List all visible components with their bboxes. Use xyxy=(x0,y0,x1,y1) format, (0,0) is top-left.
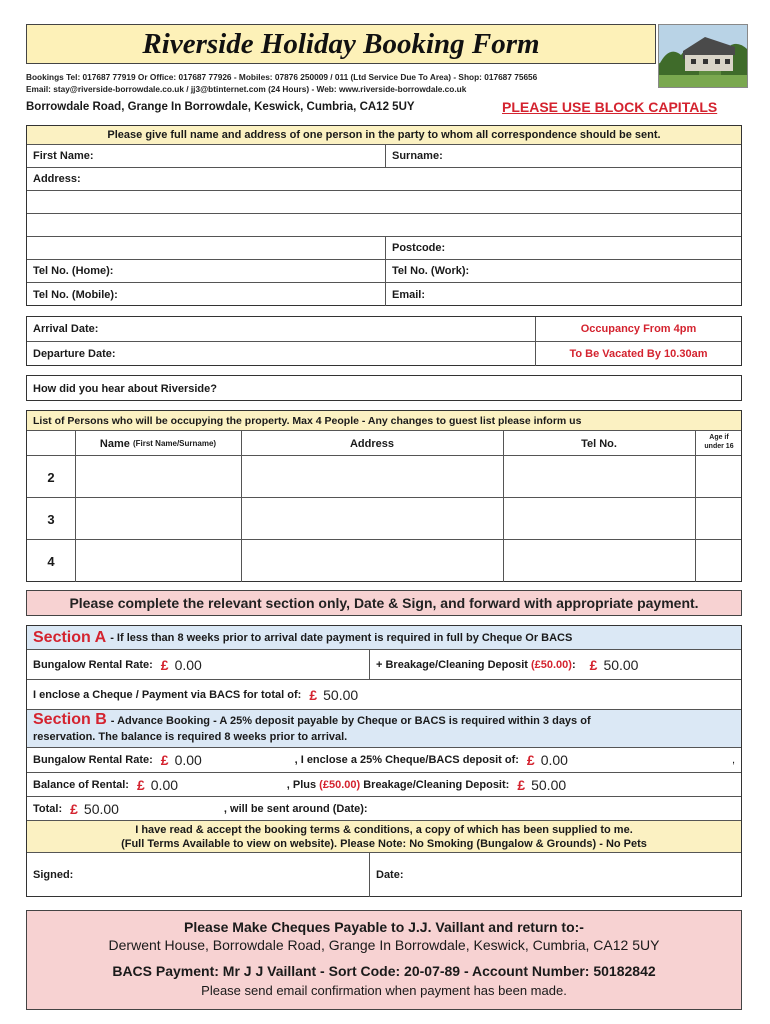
col-age-header: Age if under 16 xyxy=(704,434,734,450)
persons-table xyxy=(26,410,742,582)
payment-instructions xyxy=(26,910,742,1010)
section-a-deposit-cell: + Breakage/Cleaning Deposit (£50.00) : £ 50.00 xyxy=(369,650,638,679)
address-line-3[interactable] xyxy=(27,214,741,237)
form-title-box xyxy=(26,24,656,64)
section-a-rental-row: Bungalow Rental Rate: £ 0.00 + Breakage/Cleaning Deposit (£50.00) : £ 50.00 xyxy=(27,650,741,680)
contact-phones: Bookings Tel: 017687 77919 Or Office: 017687 77926 - Mobiles: 07876 250009 / 011 (Ltd Service Due To Area) - Shop: 017687 75656 xyxy=(26,72,538,82)
tel-home-field[interactable]: Tel No. (Home): Tel No. (Work): xyxy=(27,260,741,283)
block-capitals-notice: PLEASE USE BLOCK CAPITALS xyxy=(502,99,718,115)
section-b-rental-row: Bungalow Rental Rate: £ 0.00 , I enclose a 25% Cheque/BACS deposit of: £ 0.00 , xyxy=(27,748,741,773)
col-tel-header: Tel No. xyxy=(581,437,617,450)
return-address-line: Derwent House, Borrowdale Road, Grange In Borrowdale, Keswick, Cumbria, CA12 5UY xyxy=(108,937,660,953)
person-row[interactable] xyxy=(27,498,741,540)
bacs-details-line: BACS Payment: Mr J J Vaillant - Sort Code: 20-07-89 - Account Number: 50182842 xyxy=(112,963,656,979)
section-b-rental-value[interactable]: 0.00 xyxy=(174,752,202,768)
signed-field[interactable]: Signed: Date: xyxy=(27,853,741,897)
person-number: 4 xyxy=(47,553,55,569)
address-field[interactable]: Address: xyxy=(27,168,741,191)
vacated-note: To Be Vacated By 10.30am xyxy=(535,342,741,366)
address-line-4[interactable] xyxy=(27,237,741,260)
arrival-date-field[interactable]: Arrival Date: Occupancy From 4pm xyxy=(27,317,741,342)
business-address: Borrowdale Road, Grange In Borrowdale, Keswick, Cumbria, CA12 5UY xyxy=(26,101,415,113)
section-b-enclose-value[interactable]: 0.00 xyxy=(540,752,568,768)
section-b-total-value[interactable]: 50.00 xyxy=(83,800,119,817)
hear-about-field[interactable]: How did you hear about Riverside? xyxy=(33,382,217,395)
section-a-enclose-value[interactable]: 50.00 xyxy=(323,686,359,703)
section-b-heading: Section B - Advance Booking - A 25% deposit payable by Cheque or BACS is required within 3 days of reservation. The balance is required 8 weeks prior to arrival. xyxy=(27,710,741,748)
section-a-deposit-value[interactable]: 50.00 xyxy=(603,656,639,673)
party-instruction: Please give full name and address of one person in the party to whom all correspondence should be sent. xyxy=(27,126,741,145)
tel-work-field[interactable]: Tel No. (Work): xyxy=(385,260,469,282)
section-b-balance-row: Balance of Rental: £ 0.00 , Plus (£50.00) Breakage/Cleaning Deposit: £ 50.00 xyxy=(27,773,741,797)
person-number: 3 xyxy=(47,511,55,527)
email-field[interactable]: Email: xyxy=(385,283,425,306)
tel-mobile-field[interactable]: Tel No. (Mobile): Email: xyxy=(27,283,741,306)
person-row[interactable] xyxy=(27,540,741,582)
departure-date-field[interactable]: Departure Date: To Be Vacated By 10.30am xyxy=(27,342,741,366)
cheque-payable-line: Please Make Cheques Payable to J.J. Vaillant and return to:- xyxy=(184,919,584,935)
section-b-total-row: Total: £ 50.00 , will be sent around (Date): xyxy=(27,797,741,821)
col-address-header: Address xyxy=(349,437,395,450)
col-name-header: Name (First Name/Surname) xyxy=(99,437,217,450)
address-line-2[interactable] xyxy=(27,191,741,214)
first-name-field[interactable]: First Name: Surname: xyxy=(27,145,741,168)
dates-table xyxy=(26,316,742,366)
surname-field[interactable]: Surname: xyxy=(385,145,443,167)
payment-sections-table xyxy=(26,625,742,897)
form-title: Riverside Holiday Booking Form xyxy=(142,27,540,60)
cottage-photo xyxy=(658,24,748,88)
section-a-enclose-row: I enclose a Cheque / Payment via BACS for total of: £ 50.00 xyxy=(27,680,741,710)
persons-heading: List of Persons who will be occupying the property. Max 4 People - Any changes to guest list please inform us xyxy=(27,411,741,431)
person-row[interactable] xyxy=(27,456,741,498)
hear-about-table xyxy=(26,375,742,401)
contact-email-web: Email: stay@riverside-borrowdale.co.uk / jj3@btinternet.com (24 Hours) - Web: www.riverside-borrowdale.co.uk xyxy=(26,84,467,94)
signature-date-field[interactable]: Date: xyxy=(369,853,404,897)
section-a-heading: Section A - If less than 8 weeks prior to arrival date payment is required in full by Cheque Or BACS xyxy=(27,626,741,650)
section-b-deposit-value[interactable]: 50.00 xyxy=(531,776,567,793)
occupancy-note: Occupancy From 4pm xyxy=(535,317,741,341)
person-number: 2 xyxy=(47,469,55,485)
postcode-field[interactable]: Postcode: xyxy=(385,237,445,259)
complete-section-banner: Please complete the relevant section only, Date & Sign, and forward with appropriate payment. xyxy=(26,590,742,616)
terms-acceptance: I have read & accept the booking terms & conditions, a copy of which has been supplied to me. (Full Terms Available to view on website). Please Note: No Smoking (Bungalow & Grounds) - No Pets xyxy=(27,821,741,853)
section-b-balance-value[interactable]: 0.00 xyxy=(150,776,179,793)
email-confirmation-line: Please send email confirmation when payment has been made. xyxy=(201,983,567,998)
party-details-table xyxy=(26,125,742,306)
section-a-rental-value[interactable]: 0.00 xyxy=(174,656,202,673)
persons-header-row xyxy=(27,431,741,456)
